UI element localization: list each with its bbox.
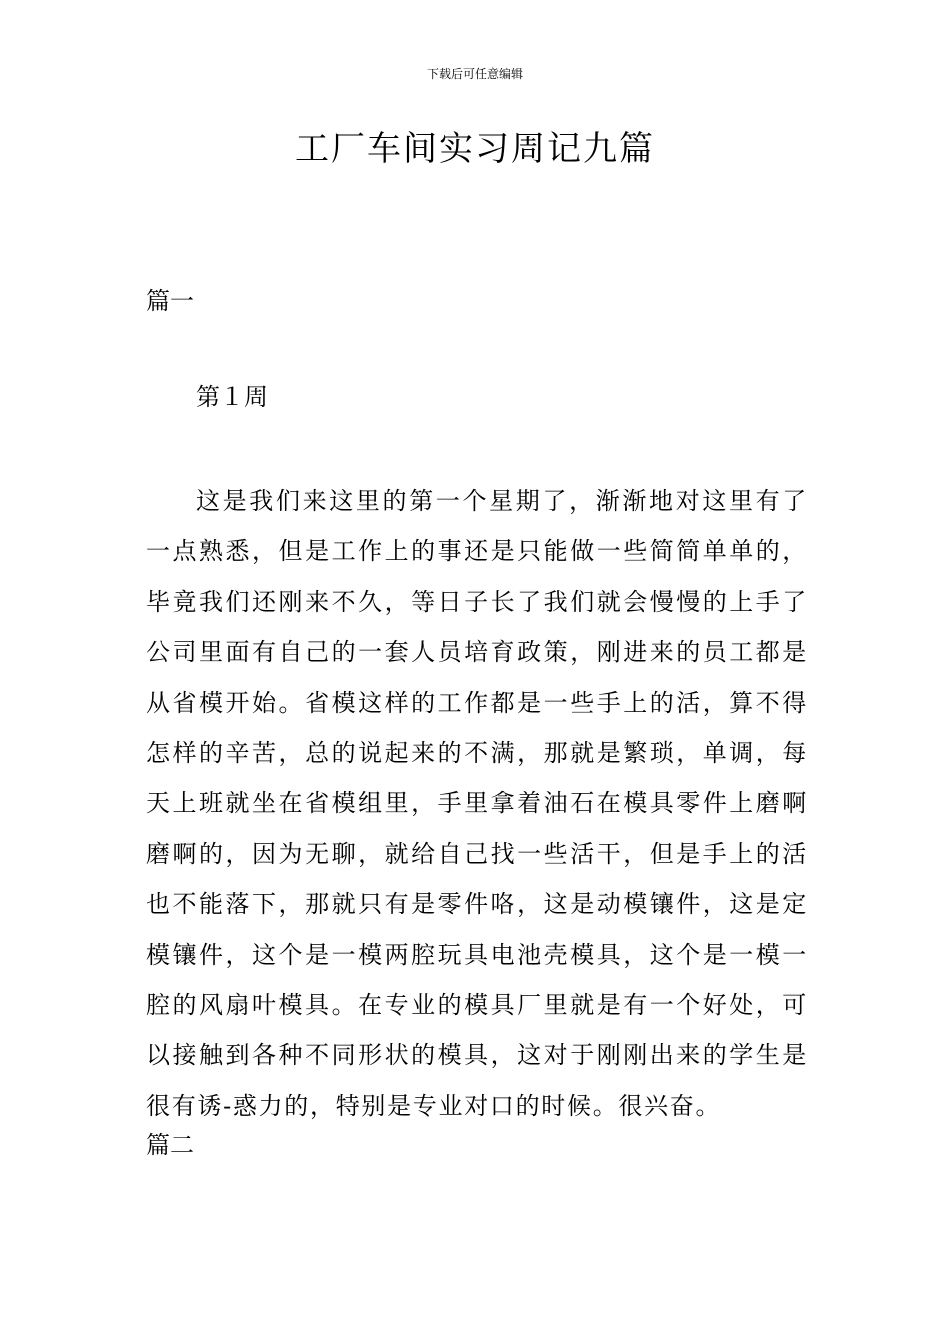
body-paragraph: 这是我们来这里的第一个星期了，渐渐地对这里有了一点熟悉，但是工作上的事还是只能做一些简简单单的，毕竟我们还刚来不久，等日子长了我们就会慢慢的上手了公司里面有自己的一套人员培育政策，刚进来的员工都是从省模开始。省模这样的工作都是一些手上的活，算不得怎样的辛苦，总的说起来的不满，那就是繁琐，单调，每天上班就坐在省模组里，手里拿着油石在模具零件上磨啊磨啊的，因为无聊，就给自己找一些活干，但是手上的活也不能落下，那就只有是零件咯，这是动模镶件，这是定模镶件，这个是一模两腔玩具电池壳模具，这个是一模一腔的风扇叶模具。在专业的模具厂里就是有一个好处，可以接触到各种不同形状的模具，这对于刚刚出来的学生是很有诱-惑力的，特别是专业对口的时候。很兴奋。 (146, 487, 808, 1120)
section-heading-1: 篇一 (146, 287, 194, 315)
document-title: 工厂车间实习周记九篇 (295, 129, 655, 169)
section-heading-2: 篇二 (146, 1131, 194, 1159)
week-label: 第１周 (196, 383, 268, 411)
page-header-note: 下载后可任意编辑 (426, 67, 523, 81)
